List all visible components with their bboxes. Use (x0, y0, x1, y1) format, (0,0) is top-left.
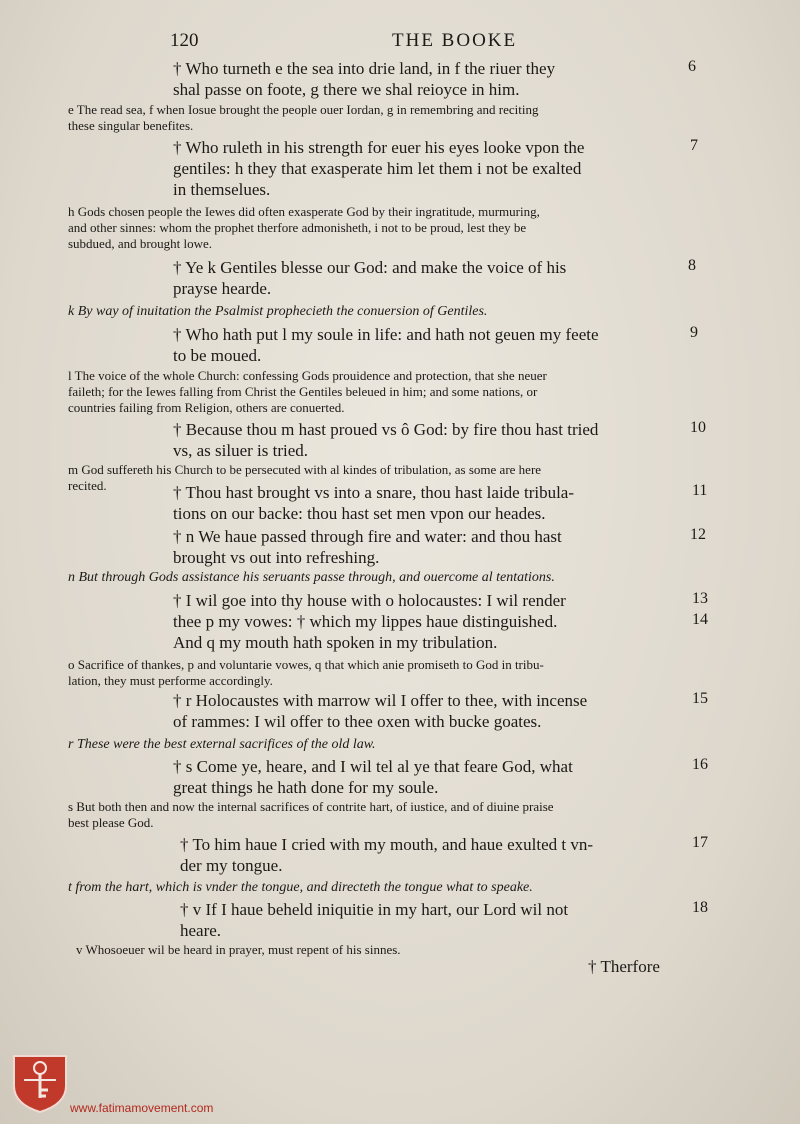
verse-number: 15 (692, 690, 708, 707)
verse-number: 17 (692, 834, 708, 851)
verse-11: † Thou hast brought vs into a snare, thou hast laide tribula- tions on our backe: thou hast set men vpon our heades. (173, 483, 575, 523)
verse-number: 11 (692, 482, 708, 499)
verse-16: † s Come ye, heare, and I wil tel al ye that feare God, what great things he hath done for my soule. (173, 757, 573, 797)
verse-number: 8 (688, 257, 696, 274)
verse-18: † v If I haue beheld iniquitie in my hart, our Lord wil not heare. (180, 900, 569, 940)
verse-number: 13 (692, 590, 708, 607)
verse-6: † Who turneth e the sea into drie land, in f the riuer they shal passe on foote, g there we shal reioyce in him. (173, 59, 556, 99)
marginal-note-e: e The read sea, f when Iosue brought the people ouer Iordan, g in remembring and reciting these singular benefites. (68, 102, 539, 133)
papal-keys-crest-icon (10, 1052, 70, 1114)
verse-number: 10 (690, 419, 706, 436)
running-title: THE BOOKE (392, 30, 518, 51)
marginal-note-v: v Whosoeuer wil be heard in prayer, must repent of his sinnes. (76, 942, 401, 957)
marginal-note-r: r These were the best external sacrifices of the old law. (68, 737, 376, 752)
marginal-note-m: m God suffereth his Church to be persecuted with al kindes of tribulation, as some are here recited. (68, 462, 542, 493)
verse-9: † Who hath put l my soule in life: and hath not geuen my feete to be moued. (173, 325, 599, 365)
verse-8: † Ye k Gentiles blesse our God: and make the voice of his prayse hearde. (173, 258, 567, 298)
verse-13-14: † I wil goe into thy house with o holocaustes: I wil render thee p my vowes: † which my lippes haue distinguished. And q my mouth hath spoken in my tribulation. (173, 591, 566, 652)
verse-10: † Because thou m hast proued vs ô God: by fire thou hast tried vs, as siluer is tried. (173, 420, 599, 460)
catchword: † Therfore (588, 957, 660, 976)
verse-number: 12 (690, 526, 706, 543)
page-header (170, 30, 650, 54)
marginal-note-n: n But through Gods assistance his seruants passe through, and ouercome al tentations. (68, 570, 555, 585)
verse-number: 7 (690, 137, 698, 154)
verse-number: 16 (692, 756, 708, 773)
marginal-note-s: s But both then and now the internal sacrifices of contrite hart, of iustice, and of diuine praise best please God. (68, 799, 554, 830)
verse-15: † r Holocaustes with marrow wil I offer to thee, with incense of rammes: I wil offer to thee oxen with bucke goates. (173, 691, 588, 731)
marginal-note-h: h Gods chosen people the Iewes did often exasperate God by their ingratitude, murmuring, and other sinnes: whom the prophet therfore admonisheth, i not to be proud, lest they be subdued, and brought lowe. (68, 204, 540, 251)
footer-url[interactable]: www.fatimamovement.com (70, 1101, 214, 1115)
verse-number: 6 (688, 58, 696, 75)
marginal-note-k: k By way of inuitation the Psalmist prophecieth the conuersion of Gentiles. (68, 304, 488, 319)
verse-12: † n We haue passed through fire and water: and thou hast brought vs out into refreshing. (173, 527, 562, 567)
verse-number: 18 (692, 899, 708, 916)
marginal-note-l: l The voice of the whole Church: confessing Gods prouidence and protection, that she neuer faileth; for the Iewes falling from Christ the Gentiles beleued in him; and some nations, or countries failing from Religion, others are conuerted. (68, 368, 547, 415)
marginal-note-o: o Sacrifice of thankes, p and voluntarie vowes, q that which anie promiseth to God in tribu- lation, they must performe accordingly. (68, 657, 544, 688)
marginal-note-t: t from the hart, which is vnder the tongue, and directeth the tongue what to speake. (68, 880, 533, 895)
page-number: 120 (170, 30, 199, 51)
verse-7: † Who ruleth in his strength for euer his eyes looke vpon the gentiles: h they that exasperate him let them i not be exalted in themselues. (173, 138, 585, 199)
verse-number: 9 (690, 324, 698, 341)
verse-number: 14 (692, 611, 708, 628)
verse-17: † To him haue I cried with my mouth, and haue exulted t vn- der my tongue. (180, 835, 594, 875)
